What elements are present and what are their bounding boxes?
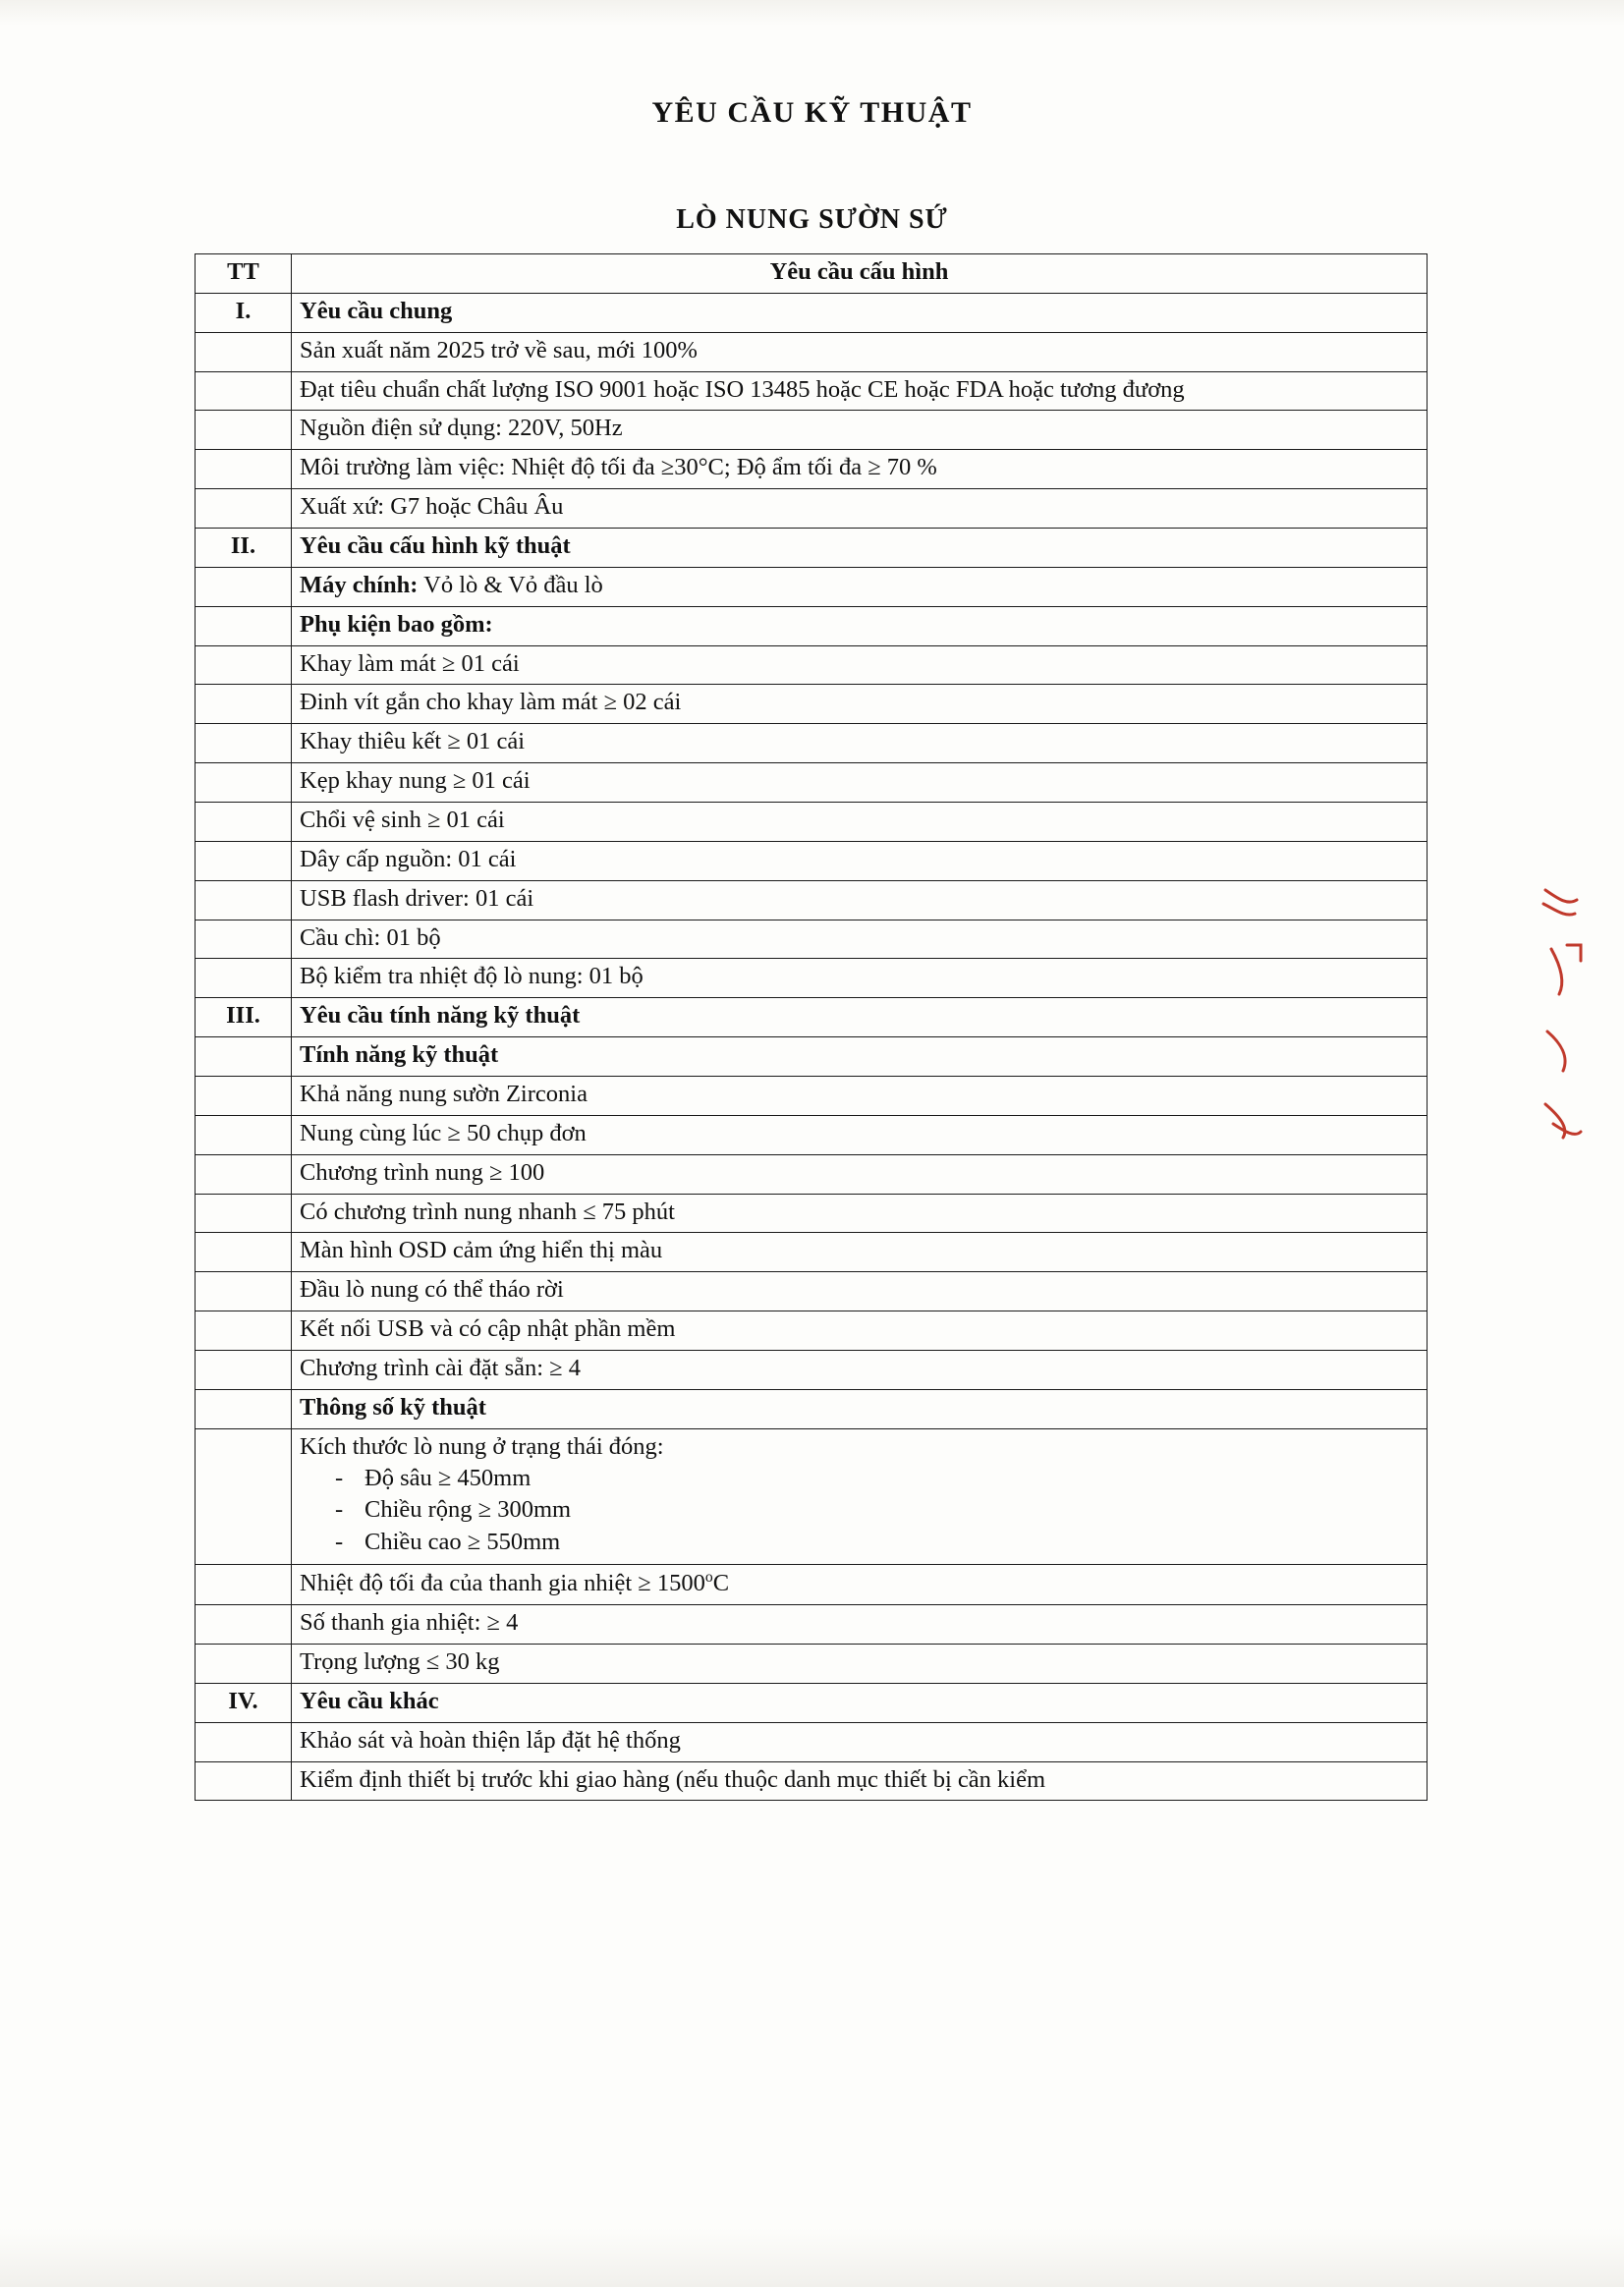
row-text: Yêu cầu cấu hình kỹ thuật xyxy=(292,529,1428,568)
row-text: Vỏ lò & Vỏ đầu lò xyxy=(418,571,603,598)
row-text: Nhiệt độ tối đa của thanh gia nhiệt ≥ 1500 xyxy=(300,1570,705,1597)
row-text: Xuất xứ: G7 hoặc Châu Âu xyxy=(292,489,1428,529)
row-tt xyxy=(196,1761,292,1801)
table-row xyxy=(196,763,1428,803)
table-row xyxy=(196,1645,1428,1684)
dash-marker: - xyxy=(335,1464,344,1491)
table-row xyxy=(196,959,1428,998)
row-lead: Máy chính: xyxy=(300,571,419,598)
row-tt xyxy=(196,1154,292,1194)
row-text: Khả năng nung sườn Zirconia xyxy=(292,1077,1428,1116)
page-subtitle: LÒ NUNG SƯỜN SỨ xyxy=(676,204,948,235)
row-tt xyxy=(196,841,292,880)
row-tt: III. xyxy=(196,998,292,1037)
table-row xyxy=(196,998,1428,1037)
row-text: Cầu chì: 01 bộ xyxy=(292,920,1428,959)
table-row xyxy=(196,685,1428,724)
row-tt xyxy=(196,1389,292,1428)
row-tt xyxy=(196,1115,292,1154)
row-tt xyxy=(196,411,292,450)
table-row xyxy=(196,332,1428,371)
row-tt xyxy=(196,1428,292,1564)
table-row xyxy=(196,724,1428,763)
row-tt xyxy=(196,685,292,724)
row-text-with-sublist xyxy=(292,1428,1428,1564)
row-tt xyxy=(196,1645,292,1684)
row-tt xyxy=(196,920,292,959)
row-text-composite xyxy=(292,567,1428,606)
row-text: Khảo sát và hoàn thiện lắp đặt hệ thống xyxy=(292,1722,1428,1761)
table-row xyxy=(196,371,1428,411)
row-tt xyxy=(196,450,292,489)
row-text: Màn hình OSD cảm ứng hiển thị màu xyxy=(292,1233,1428,1272)
table-row xyxy=(196,1272,1428,1311)
row-text: Khay làm mát ≥ 01 cái xyxy=(292,645,1428,685)
list-item-label: Độ sâu ≥ 450mm xyxy=(364,1464,532,1491)
table-row xyxy=(196,1233,1428,1272)
row-text: Trọng lượng ≤ 30 kg xyxy=(292,1645,1428,1684)
scan-edge-bottom xyxy=(0,2228,1624,2287)
row-tt xyxy=(196,1194,292,1233)
table-row xyxy=(196,529,1428,568)
row-text: Yêu cầu tính năng kỹ thuật xyxy=(292,998,1428,1037)
table-row xyxy=(196,293,1428,332)
table-row xyxy=(196,1037,1428,1077)
row-text: Nung cùng lúc ≥ 50 chụp đơn xyxy=(292,1115,1428,1154)
row-text: Tính năng kỹ thuật xyxy=(292,1037,1428,1077)
row-tt xyxy=(196,489,292,529)
superscript-degree: o xyxy=(704,1569,713,1587)
row-text-composite xyxy=(292,1565,1428,1605)
table-row xyxy=(196,1605,1428,1645)
table-row xyxy=(196,1683,1428,1722)
row-text: Yêu cầu chung xyxy=(292,293,1428,332)
row-tt xyxy=(196,803,292,842)
handwritten-pen-marks xyxy=(1538,884,1596,1169)
requirements-table xyxy=(195,253,1428,1801)
row-text: Phụ kiện bao gồm: xyxy=(292,606,1428,645)
row-tt xyxy=(196,724,292,763)
row-text: Đinh vít gắn cho khay làm mát ≥ 02 cái xyxy=(292,685,1428,724)
table-row xyxy=(196,841,1428,880)
row-text: Kết nối USB và có cập nhật phần mềm xyxy=(292,1311,1428,1351)
row-text: Đầu lò nung có thể tháo rời xyxy=(292,1272,1428,1311)
table-row xyxy=(196,567,1428,606)
table-row xyxy=(196,450,1428,489)
row-text: Khay thiêu kết ≥ 01 cái xyxy=(292,724,1428,763)
row-tt xyxy=(196,959,292,998)
row-text: Kích thước lò nung ở trạng thái đóng: xyxy=(300,1432,664,1460)
row-tt: II. xyxy=(196,529,292,568)
row-tt: IV. xyxy=(196,1683,292,1722)
table-row xyxy=(196,920,1428,959)
table-row xyxy=(196,1428,1428,1564)
list-item xyxy=(300,1494,1419,1527)
row-tt xyxy=(196,1565,292,1605)
row-text: Bộ kiểm tra nhiệt độ lò nung: 01 bộ xyxy=(292,959,1428,998)
header-cell-body: Yêu cầu cấu hình xyxy=(292,254,1428,294)
table-row xyxy=(196,645,1428,685)
table-row xyxy=(196,606,1428,645)
table-row xyxy=(196,1761,1428,1801)
table-row xyxy=(196,1077,1428,1116)
table-row xyxy=(196,1194,1428,1233)
row-text: Chổi vệ sinh ≥ 01 cái xyxy=(292,803,1428,842)
table-row xyxy=(196,803,1428,842)
row-tt xyxy=(196,1037,292,1077)
row-tt xyxy=(196,763,292,803)
row-text: Dây cấp nguồn: 01 cái xyxy=(292,841,1428,880)
table-row xyxy=(196,880,1428,920)
row-tt xyxy=(196,1077,292,1116)
row-text: Sản xuất năm 2025 trở về sau, mới 100% xyxy=(292,332,1428,371)
table-row xyxy=(196,489,1428,529)
row-tt xyxy=(196,1311,292,1351)
list-item-label: Chiều cao ≥ 550mm xyxy=(364,1529,561,1556)
row-text-suffix: C xyxy=(712,1570,730,1597)
row-text: Nguồn điện sử dụng: 220V, 50Hz xyxy=(292,411,1428,450)
row-tt xyxy=(196,880,292,920)
table-row xyxy=(196,1154,1428,1194)
list-item xyxy=(300,1463,1419,1495)
list-item xyxy=(300,1527,1419,1559)
row-text: Đạt tiêu chuẩn chất lượng ISO 9001 hoặc ISO 13485 hoặc CE hoặc FDA hoặc tương đương xyxy=(292,371,1428,411)
row-tt xyxy=(196,1233,292,1272)
row-text: Chương trình nung ≥ 100 xyxy=(292,1154,1428,1194)
row-tt: I. xyxy=(196,293,292,332)
row-tt xyxy=(196,1722,292,1761)
row-text: Chương trình cài đặt sẵn: ≥ 4 xyxy=(292,1351,1428,1390)
scan-edge-top xyxy=(0,0,1624,26)
dash-marker: - xyxy=(335,1496,344,1524)
page-title: YÊU CẦU KỸ THUẬT xyxy=(651,96,973,129)
row-tt xyxy=(196,1605,292,1645)
row-text: Kẹp khay nung ≥ 01 cái xyxy=(292,763,1428,803)
row-tt xyxy=(196,371,292,411)
row-tt xyxy=(196,1272,292,1311)
row-text: Thông số kỹ thuật xyxy=(292,1389,1428,1428)
row-text: Có chương trình nung nhanh ≤ 75 phút xyxy=(292,1194,1428,1233)
header-cell-tt: TT xyxy=(196,254,292,294)
list-item-label: Chiều rộng ≥ 300mm xyxy=(364,1496,572,1524)
row-tt xyxy=(196,606,292,645)
row-tt xyxy=(196,1351,292,1390)
table-row xyxy=(196,411,1428,450)
row-text: Yêu cầu khác xyxy=(292,1683,1428,1722)
table-row xyxy=(196,1311,1428,1351)
table-row xyxy=(196,1115,1428,1154)
row-tt xyxy=(196,332,292,371)
table-row xyxy=(196,1351,1428,1390)
row-text: Số thanh gia nhiệt: ≥ 4 xyxy=(292,1605,1428,1645)
row-text: USB flash driver: 01 cái xyxy=(292,880,1428,920)
row-text: Môi trường làm việc: Nhiệt độ tối đa ≥30°C; Độ ẩm tối đa ≥ 70 % xyxy=(292,450,1428,489)
table-row xyxy=(196,1565,1428,1605)
table-header-row xyxy=(196,254,1428,294)
table-row xyxy=(196,1722,1428,1761)
row-text: Kiểm định thiết bị trước khi giao hàng (nếu thuộc danh mục thiết bị cần kiểm xyxy=(292,1761,1428,1801)
table-row xyxy=(196,1389,1428,1428)
row-tt xyxy=(196,645,292,685)
row-tt xyxy=(196,567,292,606)
dash-marker: - xyxy=(335,1529,344,1556)
dimension-list xyxy=(300,1463,1419,1559)
